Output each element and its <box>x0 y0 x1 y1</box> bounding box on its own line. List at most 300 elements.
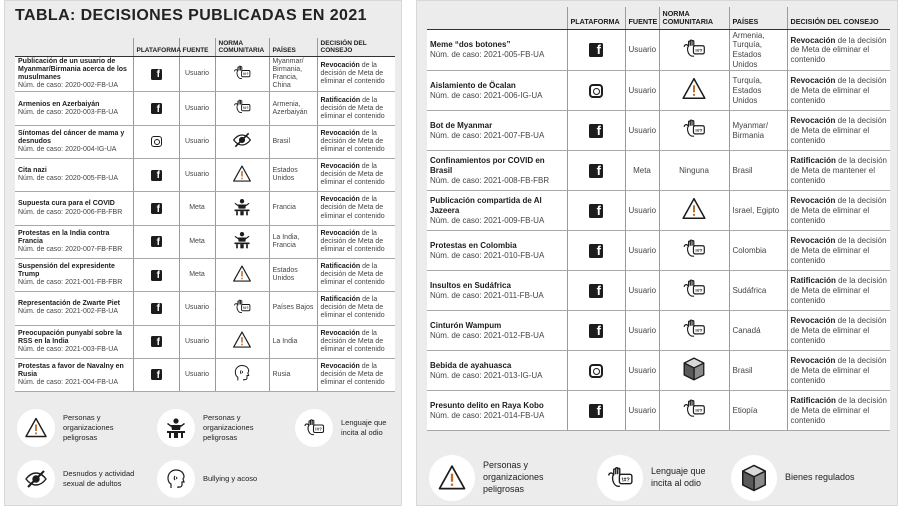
policy-cell <box>215 159 269 192</box>
decision-outcome: Revocación <box>320 196 360 204</box>
policy-cell <box>659 191 729 231</box>
decision-cell <box>317 57 395 92</box>
source-cell: Usuario <box>625 111 659 151</box>
dangerous-orgs-icon <box>232 330 252 353</box>
case-cell <box>427 111 567 151</box>
countries-cell: Colombia <box>729 231 787 271</box>
table-row <box>427 111 890 151</box>
dangerous-orgs-icon <box>232 164 252 187</box>
hate-speech-icon <box>232 63 252 86</box>
nudity-icon <box>17 460 55 498</box>
table-row <box>427 391 890 431</box>
table-row <box>15 358 395 391</box>
decision-cell <box>787 191 890 231</box>
svg-text:!#?: !#? <box>695 289 703 295</box>
table-row <box>427 151 890 191</box>
header-source: FUENTE <box>625 7 659 29</box>
decision-detail: de la decisión de Meta de eliminar el contenido <box>790 276 887 305</box>
case-name: Aislamiento de Öcalan <box>430 81 516 91</box>
legend-label: Personas y organizaciones peligrosas <box>203 413 254 442</box>
case-number: Núm. de caso: 2021-005-FB-UA <box>430 50 545 60</box>
table-row <box>15 125 395 158</box>
case-cell <box>427 231 567 271</box>
case-cell <box>427 391 567 431</box>
decision-cell <box>317 125 395 158</box>
table-row <box>427 71 890 111</box>
table-row <box>15 258 395 291</box>
case-name: Protestas en la India contra Francia <box>18 229 110 245</box>
decision-detail: de la decisión de Meta de eliminar el contenido <box>320 163 385 187</box>
facebook-icon <box>151 236 162 247</box>
decision-outcome: Revocación <box>790 236 836 246</box>
case-number: Núm. de caso: 2020-003-FB-UA <box>18 108 118 116</box>
facebook-icon <box>151 203 162 214</box>
source-cell: Meta <box>179 258 215 291</box>
decision-cell <box>317 159 395 192</box>
table-row <box>427 191 890 231</box>
case-name: Publicación compartida de Al Jazeera <box>430 196 542 215</box>
decisions-table-2021-part2 <box>427 7 890 431</box>
case-cell <box>15 325 133 358</box>
hate-speech-icon <box>681 116 707 145</box>
case-name: Suspensión del expresidente Trump <box>18 263 115 279</box>
header-case <box>427 7 567 29</box>
decision-cell <box>787 231 890 271</box>
policy-cell <box>659 271 729 311</box>
case-number: Núm. de caso: 2021-004-FB-UA <box>18 379 118 387</box>
table-row <box>427 311 890 351</box>
case-number: Núm. de caso: 2020-004-IG-UA <box>18 145 117 153</box>
decision-outcome: Revocación <box>320 229 360 237</box>
header-policy: NORMA COMUNITARIA <box>215 38 269 57</box>
decision-outcome: Revocación <box>790 196 836 206</box>
case-cell <box>15 57 133 92</box>
policy-cell <box>659 29 729 70</box>
case-name: Representación de Zwarte Piet <box>18 300 120 308</box>
case-cell <box>427 271 567 311</box>
case-name: Síntomas del cáncer de mama y desnudos <box>18 129 125 145</box>
legend-label: Bullying y acoso <box>203 474 258 484</box>
decision-detail: de la decisión de Meta de eliminar el contenido <box>320 362 385 387</box>
facebook-icon <box>589 204 603 218</box>
source-cell: Usuario <box>179 92 215 125</box>
policy-cell <box>659 391 729 431</box>
platform-cell <box>133 159 179 192</box>
hate-speech-icon <box>681 236 707 265</box>
decision-detail: de la decisión de Meta de eliminar el contenido <box>790 35 887 64</box>
hate-speech-icon <box>681 36 707 65</box>
source-cell: Usuario <box>625 271 659 311</box>
countries-cell: Francia <box>269 192 317 225</box>
countries-cell: Armenia, Turquía, Estados Unidos <box>729 29 787 70</box>
source-cell: Usuario <box>625 311 659 351</box>
case-name: Armenios en Azerbaiyán <box>18 100 100 108</box>
countries-cell: Etiopía <box>729 391 787 431</box>
case-number: Núm. de caso: 2021-012-FB-UA <box>430 330 545 340</box>
legend-label: Personas y organizaciones peligrosas <box>63 413 114 442</box>
header-case <box>15 38 133 57</box>
svg-text:!#?: !#? <box>695 329 703 335</box>
countries-cell: Canadá <box>729 311 787 351</box>
legend-label: Lenguaje que incita al odio <box>341 418 387 437</box>
platform-cell <box>133 225 179 258</box>
countries-cell: Armenia, Azerbaiyán <box>269 92 317 125</box>
violence-icon <box>232 230 252 253</box>
hate-speech-icon <box>681 316 707 345</box>
header-decision: DECISIÓN DEL CONSEJO <box>787 7 890 29</box>
decision-cell <box>787 71 890 111</box>
legend-item <box>429 455 563 501</box>
case-name: Cita nazi <box>18 167 47 175</box>
table-row <box>15 325 395 358</box>
facebook-icon <box>151 270 162 281</box>
source-cell: Usuario <box>625 391 659 431</box>
source-cell: Usuario <box>179 125 215 158</box>
case-number: Núm. de caso: 2020-002-FB-UA <box>18 82 118 90</box>
source-cell: Usuario <box>625 71 659 111</box>
case-name: Presunto delito en Raya Kobo <box>430 401 544 411</box>
legend-item <box>295 409 401 447</box>
decision-detail: de la decisión de Meta de eliminar el contenido <box>790 316 887 345</box>
case-name: Confinamientos por COVID en Brasil <box>430 156 545 175</box>
policy-cell <box>215 57 269 92</box>
bullying-icon <box>232 363 252 386</box>
countries-cell: Estados Unidos <box>269 258 317 291</box>
nudity-icon <box>232 130 252 153</box>
case-cell <box>15 92 133 125</box>
countries-cell: Brasil <box>729 351 787 391</box>
bullying-icon <box>157 460 195 498</box>
decision-cell <box>317 358 395 391</box>
dangerous-orgs-icon <box>232 264 252 287</box>
case-number: Núm. de caso: 2020-006-FB-FBR <box>18 208 123 216</box>
platform-cell <box>567 151 625 191</box>
policy-cell <box>215 125 269 158</box>
case-number: Núm. de caso: 2021-002-FB-UA <box>18 308 118 316</box>
decision-detail: de la decisión de Meta de eliminar el contenido <box>790 76 887 105</box>
svg-text:!#?: !#? <box>695 249 703 255</box>
policy-cell <box>215 358 269 391</box>
dangerous-orgs-icon <box>429 455 475 501</box>
table-body <box>15 57 395 392</box>
header-decision: DECISIÓN DEL CONSEJO <box>317 38 395 57</box>
case-name: Meme “dos botones” <box>430 40 511 50</box>
legend-label: Personas y organizaciones peligrosas <box>483 460 544 494</box>
decision-cell <box>317 292 395 325</box>
countries-cell: Myanmar/ Birmania <box>729 111 787 151</box>
case-name: Bot de Myanmar <box>430 121 493 131</box>
legend-label: Desnudos y actividad sexual de adultos <box>63 469 135 488</box>
case-cell <box>15 125 133 158</box>
platform-cell <box>133 57 179 92</box>
decision-detail: de la decisión de Meta de eliminar el contenido <box>320 62 385 86</box>
case-number: Núm. de caso: 2021-013-IG-UA <box>430 370 543 380</box>
table-row <box>427 271 890 311</box>
countries-cell: Rusia <box>269 358 317 391</box>
case-name: Protestas a favor de Navalny en Rusia <box>18 362 124 378</box>
source-cell: Usuario <box>625 351 659 391</box>
case-name: Supuesta cura para el COVID <box>18 200 115 208</box>
decision-detail: de la decisión de Meta de eliminar el contenido <box>320 229 385 253</box>
facebook-icon <box>151 170 162 181</box>
decisions-table-2021-part1 <box>15 38 395 392</box>
svg-text:!#?: !#? <box>695 129 703 135</box>
facebook-icon <box>151 336 162 347</box>
facebook-icon <box>589 43 603 57</box>
header-source: FUENTE <box>179 38 215 57</box>
case-name: Bebida de ayahuasca <box>430 361 512 371</box>
decision-detail: de la decisión de Meta de eliminar el contenido <box>790 396 887 425</box>
case-number: Núm. de caso: 2021-003-FB-UA <box>18 345 118 353</box>
facebook-icon <box>151 369 162 380</box>
decision-cell <box>787 271 890 311</box>
facebook-icon <box>589 284 603 298</box>
case-cell <box>427 151 567 191</box>
case-cell <box>15 192 133 225</box>
platform-cell <box>567 351 625 391</box>
table-body <box>427 29 890 430</box>
case-number: Núm. de caso: 2021-014-FB-UA <box>430 410 545 420</box>
legend-item <box>157 409 283 447</box>
facebook-icon <box>589 244 603 258</box>
case-name: Insultos en Sudáfrica <box>430 281 511 291</box>
source-cell: Meta <box>179 192 215 225</box>
table-row <box>15 159 395 192</box>
case-cell <box>427 29 567 70</box>
platform-cell <box>133 325 179 358</box>
case-number: Núm. de caso: 2020-005-FB-UA <box>18 175 118 183</box>
decision-detail: de la decisión de Meta de mantener el contenido <box>790 156 887 185</box>
decision-detail: de la decisión de Meta de eliminar el contenido <box>320 296 385 320</box>
left-page <box>4 0 402 506</box>
decision-outcome: Revocación <box>320 129 360 137</box>
platform-cell <box>567 391 625 431</box>
table-row <box>427 231 890 271</box>
case-cell <box>427 351 567 391</box>
facebook-icon <box>589 124 603 138</box>
countries-cell: Brasil <box>729 151 787 191</box>
legend-item <box>731 455 855 501</box>
countries-cell: La India <box>269 325 317 358</box>
case-cell <box>15 225 133 258</box>
source-cell: Usuario <box>179 159 215 192</box>
policy-cell <box>659 111 729 151</box>
countries-cell: Israel, Egipto <box>729 191 787 231</box>
case-cell <box>15 292 133 325</box>
decision-cell <box>787 151 890 191</box>
decision-outcome: Ratificación <box>790 156 836 166</box>
decision-cell <box>787 311 890 351</box>
legend-label: Lenguaje que incita al odio <box>651 466 706 488</box>
countries-cell: Países Bajos <box>269 292 317 325</box>
case-number: Núm. de caso: 2020-007-FB-FBR <box>18 245 123 253</box>
policy-cell <box>659 351 729 391</box>
decision-detail: de la decisión de Meta de eliminar el contenido <box>320 263 385 287</box>
platform-cell <box>133 358 179 391</box>
case-cell <box>15 258 133 291</box>
header-countries: PAÍSES <box>269 38 317 57</box>
decision-outcome: Revocación <box>320 163 360 171</box>
decision-outcome: Revocación <box>790 316 836 326</box>
case-name: Cinturón Wampum <box>430 321 502 331</box>
decision-outcome: Revocación <box>320 362 360 370</box>
table-row <box>427 351 890 391</box>
source-cell: Usuario <box>179 325 215 358</box>
decision-outcome: Revocación <box>790 356 836 366</box>
header-platform: PLATAFORMA <box>133 38 179 57</box>
policy-cell <box>215 258 269 291</box>
case-cell <box>15 358 133 391</box>
policy-cell <box>659 151 729 191</box>
instagram-icon <box>589 84 603 98</box>
countries-cell: La India, Francia <box>269 225 317 258</box>
decision-cell <box>787 111 890 151</box>
decision-cell <box>317 92 395 125</box>
violence-icon <box>232 197 252 220</box>
facebook-icon <box>589 404 603 418</box>
decision-detail: de la decisión de Meta de eliminar el contenido <box>320 96 385 120</box>
decision-cell <box>317 325 395 358</box>
svg-text:!#?: !#? <box>695 409 703 415</box>
table-header <box>427 7 890 29</box>
decision-outcome: Ratificación <box>320 96 361 104</box>
source-cell: Usuario <box>179 292 215 325</box>
case-number: Núm. de caso: 2021-010-FB-UA <box>430 250 545 260</box>
hate-speech-icon <box>681 396 707 425</box>
case-cell <box>427 311 567 351</box>
case-number: Núm. de caso: 2021-001-FB-FBR <box>18 279 123 287</box>
table-header <box>15 38 395 57</box>
case-number: Núm. de caso: 2021-009-FB-UA <box>430 215 545 225</box>
policy-cell <box>215 192 269 225</box>
instagram-icon <box>589 364 603 378</box>
decision-detail: de la decisión de Meta de eliminar el contenido <box>790 196 887 225</box>
svg-text:!#?: !#? <box>242 106 249 111</box>
table-row <box>15 92 395 125</box>
source-cell: Usuario <box>625 191 659 231</box>
case-number: Núm. de caso: 2021-006-IG-UA <box>430 90 543 100</box>
case-number: Núm. de caso: 2021-011-FB-UA <box>430 290 544 300</box>
case-name: Publicación de un usuario de Myanmar/Birmania acerca de los musulmanes <box>18 58 127 82</box>
decision-detail: de la decisión de Meta de eliminar el contenido <box>320 329 385 353</box>
violence-icon <box>157 409 195 447</box>
decision-cell <box>317 258 395 291</box>
facebook-icon <box>589 164 603 178</box>
legend-item <box>17 409 143 447</box>
decision-cell <box>787 351 890 391</box>
decision-detail: de la decisión de Meta de eliminar el contenido <box>320 129 385 153</box>
instagram-icon <box>151 136 162 147</box>
decision-outcome: Ratificación <box>320 296 361 304</box>
svg-text:!#?: !#? <box>315 426 322 432</box>
decision-outcome: Ratificación <box>790 396 836 406</box>
table-row <box>15 225 395 258</box>
header-policy: NORMA COMUNITARIA <box>659 7 729 29</box>
countries-cell: Turquía, Estados Unidos <box>729 71 787 111</box>
hate-speech-icon <box>681 276 707 305</box>
case-number: Núm. de caso: 2021-008-FB-FBR <box>430 175 550 185</box>
platform-cell <box>133 125 179 158</box>
decision-outcome: Revocación <box>320 329 360 337</box>
policy-cell <box>659 311 729 351</box>
decision-outcome: Revocación <box>790 116 836 126</box>
decision-cell <box>317 225 395 258</box>
facebook-icon <box>589 324 603 338</box>
policy-none: Ninguna <box>679 165 709 175</box>
right-page <box>416 0 898 506</box>
source-cell: Meta <box>625 151 659 191</box>
table-row <box>15 57 395 92</box>
platform-cell <box>567 191 625 231</box>
source-cell: Usuario <box>625 231 659 271</box>
decision-outcome: Revocación <box>320 62 360 70</box>
platform-cell <box>133 292 179 325</box>
decision-detail: de la decisión de Meta de eliminar el contenido <box>790 116 887 145</box>
facebook-icon <box>151 103 162 114</box>
case-cell <box>427 191 567 231</box>
decision-outcome: Ratificación <box>790 276 836 286</box>
source-cell: Usuario <box>179 57 215 92</box>
svg-text:!#?: !#? <box>242 306 249 311</box>
decision-outcome: Ratificación <box>320 263 361 271</box>
facebook-icon <box>151 69 162 80</box>
svg-text:!#?: !#? <box>695 48 703 54</box>
countries-cell: Sudáfrica <box>729 271 787 311</box>
dangerous-orgs-icon <box>681 76 707 105</box>
header-platform: PLATAFORMA <box>567 7 625 29</box>
decision-outcome: Revocación <box>790 35 836 45</box>
policy-cell <box>215 225 269 258</box>
platform-cell <box>133 258 179 291</box>
case-cell <box>427 71 567 111</box>
policy-cell <box>215 292 269 325</box>
hate-speech-icon <box>232 297 252 320</box>
table-row <box>15 192 395 225</box>
decision-cell <box>317 192 395 225</box>
case-name: Preocupación punyabí sobre la RSS en la India <box>18 329 122 345</box>
policy-cell <box>215 325 269 358</box>
platform-cell <box>567 111 625 151</box>
regulated-goods-icon <box>681 356 707 385</box>
dangerous-orgs-icon <box>17 409 55 447</box>
case-number: Núm. de caso: 2021-007-FB-UA <box>430 130 545 140</box>
source-cell: Meta <box>179 225 215 258</box>
case-cell <box>15 159 133 192</box>
case-name: Protestas en Colombia <box>430 241 517 251</box>
decision-detail: de la decisión de Meta de eliminar el contenido <box>790 356 887 385</box>
dangerous-orgs-icon <box>681 196 707 225</box>
header-countries: PAÍSES <box>729 7 787 29</box>
decision-cell <box>787 391 890 431</box>
legend-item <box>157 460 257 498</box>
page-title: TABLA: DECISIONES PUBLICADAS EN 2021 <box>15 7 367 24</box>
table-row <box>15 292 395 325</box>
regulated-goods-icon <box>731 455 777 501</box>
facebook-icon <box>151 303 162 314</box>
legend-label: Bienes regulados <box>785 472 855 483</box>
platform-cell <box>567 29 625 70</box>
source-cell: Usuario <box>625 29 659 70</box>
platform-cell <box>567 271 625 311</box>
hate-speech-icon <box>232 97 252 120</box>
platform-cell <box>133 92 179 125</box>
policy-cell <box>215 92 269 125</box>
svg-text:!#?: !#? <box>242 72 249 77</box>
decision-detail: de la decisión de Meta de eliminar el contenido <box>790 236 887 265</box>
legend-item <box>17 460 135 498</box>
platform-cell <box>567 71 625 111</box>
platform-cell <box>567 311 625 351</box>
